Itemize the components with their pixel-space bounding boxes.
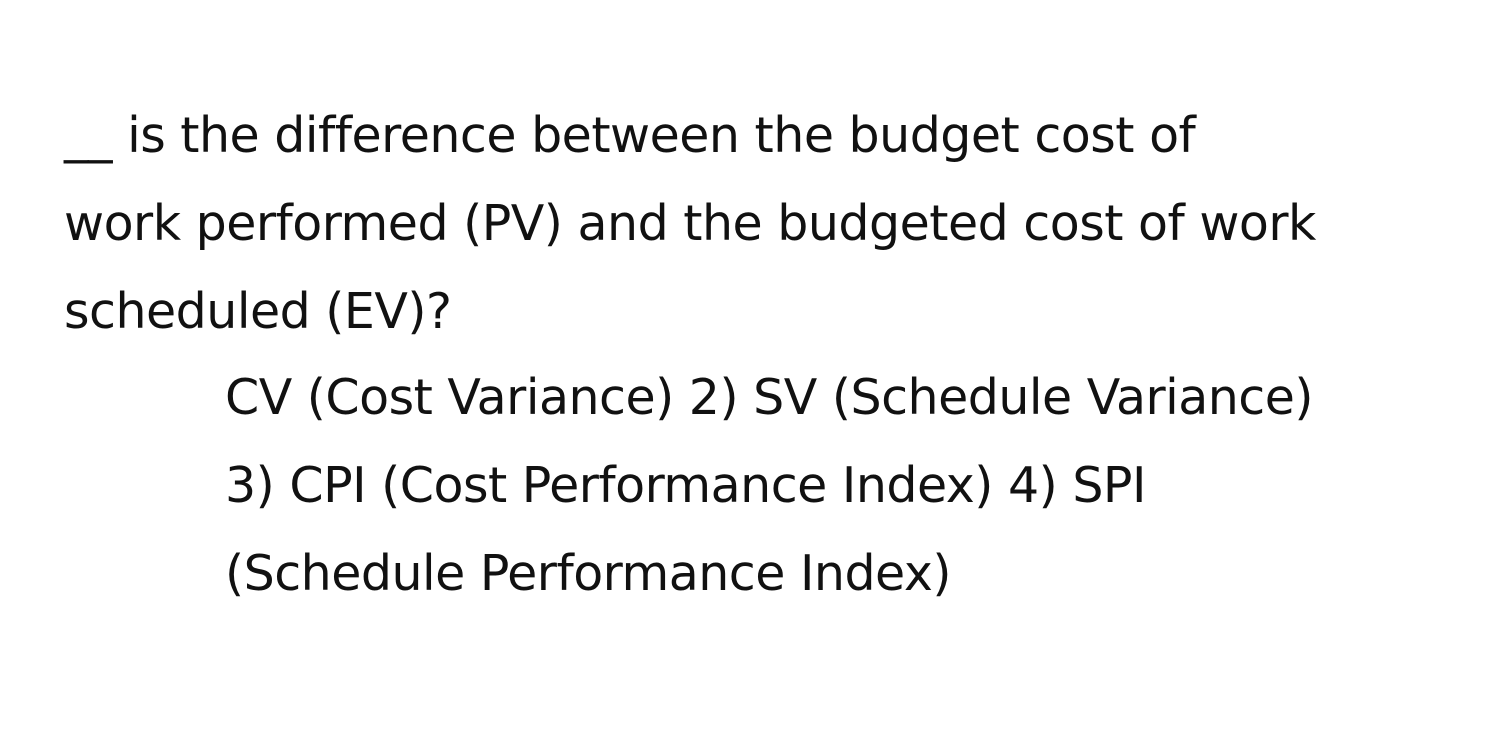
question-line: __ is the difference between the budget cost of bbox=[64, 107, 1196, 164]
option-line: 3) CPI (Cost Performance Index) 4) SPI bbox=[225, 457, 1146, 514]
option-line: CV (Cost Variance) 2) SV (Schedule Variance) bbox=[225, 369, 1314, 426]
question-line: work performed (PV) and the budgeted cost of work bbox=[64, 195, 1316, 252]
option-line: (Schedule Performance Index) bbox=[225, 545, 951, 602]
question-line: scheduled (EV)? bbox=[64, 283, 452, 340]
answer-options bbox=[225, 354, 1465, 618]
question-text bbox=[64, 92, 1464, 356]
